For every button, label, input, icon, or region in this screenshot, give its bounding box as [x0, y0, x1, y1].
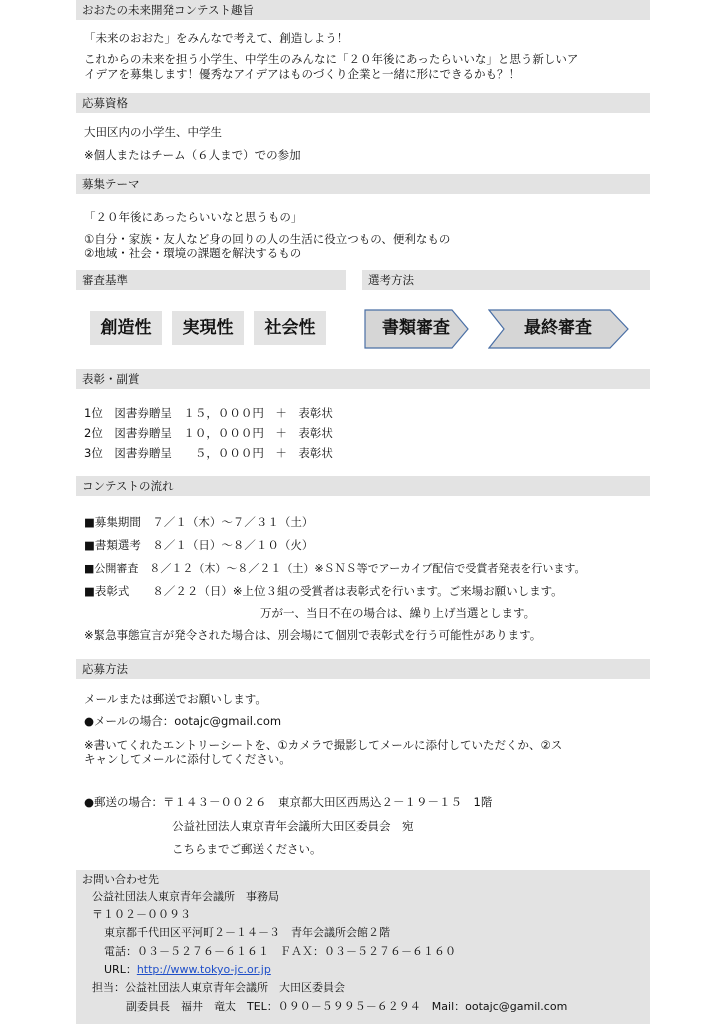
prize-rank: 1位 — [84, 406, 103, 420]
step-final-review-label: 最終審査 — [524, 318, 592, 338]
eligibility-line-2: ※個人またはチーム（６人まで）での参加 — [84, 148, 301, 162]
section-header-selection: 選考方法 — [362, 270, 650, 290]
prize-rank: 3位 — [84, 446, 103, 460]
schedule-line-1: ■募集期間 ７／１（木）～７／３１（土） — [84, 515, 314, 529]
eligibility-line-1: 大田区内の小学生、中学生 — [84, 125, 222, 139]
application-line-5: ●郵送の場合：〒１４３－００２６ 東京都大田区西馬込２－１９－１５ 1階 — [84, 795, 493, 809]
application-line-6: 公益社団法人東京青年会議所大田区委員会 宛 — [172, 819, 414, 833]
contact-line-4: 電話：０３－５２７６－６１６１ ＦＡＸ：０３－５２７６－６１６０ — [104, 945, 456, 958]
contact-url-label: URL： — [104, 963, 137, 976]
theme-line-3: ②地域・社会・環境の課題を解決するもの — [84, 246, 302, 260]
criteria-social: 社会性 — [254, 311, 326, 345]
step-final-review — [488, 309, 628, 347]
criteria-creativity: 創造性 — [90, 311, 162, 345]
contact-url-row — [104, 962, 271, 977]
contact-url-link[interactable]: http://www.tokyo-jc.or.jp — [136, 963, 271, 976]
theme-line-1: 「２０年後にあったらいいなと思うもの」 — [84, 210, 303, 224]
schedule-line-6: ※緊急事態宣言が発令された場合は、別会場にて個別で表彰式を行う可能性があります。 — [84, 628, 542, 642]
step-document-review — [364, 309, 468, 347]
prize-row-3 — [84, 446, 333, 461]
section-header-theme: 募集テーマ — [76, 174, 650, 194]
application-line-4: キャンしてメールに添付してください。 — [84, 752, 291, 766]
prize-row-1 — [84, 406, 333, 421]
purpose-line-2: これからの未来を担う小学生、中学生のみんなに「２０年後にあったらいいな」と思う新しいア — [84, 52, 579, 66]
section-header-eligibility: 応募資格 — [76, 93, 650, 113]
step-document-review-label: 書類審査 — [382, 318, 450, 338]
section-header-criteria: 審査基準 — [76, 270, 346, 290]
contact-line-3: 東京都千代田区平河町２－１４－３ 青年会議所会館２階 — [104, 926, 390, 939]
purpose-line-3: イデアを募集します！優秀なアイデアはものづくり企業と一緒に形にできるかも？！ — [84, 67, 520, 81]
schedule-line-3: ■公開審査 ８／１２（木）～８／２１（土）※ＳＮＳ等でアーカイブ配信で受賞者発表を行います。 — [84, 562, 586, 575]
contact-line-6: 担当：公益社団法人東京青年会議所 大田区委員会 — [92, 981, 345, 994]
application-line-7: こちらまでご郵送ください。 — [172, 842, 322, 856]
schedule-line-5: 万が一、当日不在の場合は、繰り上げ当選とします。 — [260, 606, 536, 620]
contact-line-2: 〒１０２－００９３ — [92, 908, 191, 921]
schedule-line-4: ■表彰式 ８／２２（日）※上位３組の受賞者は表彰式を行います。ご来場お願いします。 — [84, 584, 563, 598]
section-header-awards: 表彰・副賞 — [76, 369, 650, 389]
schedule-line-2: ■書類選考 ８／１（日）～８／１０（火） — [84, 538, 314, 552]
prize-text: 図書券贈呈 １５，０００円 ＋ 表彰状 — [114, 406, 333, 420]
application-line-3: ※書いてくれたエントリーシートを、①カメラで撮影してメールに添付していただくか、②ス — [84, 738, 563, 752]
theme-line-2: ①自分・家族・友人など身の回りの人の生活に役立つもの、便利なもの — [84, 232, 451, 246]
section-header-schedule: コンテストの流れ — [76, 476, 650, 496]
section-header-purpose: おおたの未来開発コンテスト趣旨 — [76, 0, 650, 20]
section-header-application: 応募方法 — [76, 659, 650, 679]
purpose-line-1: 「未来のおおた」をみんなで考えて、創造しよう！ — [84, 31, 349, 45]
contact-line-1: 公益社団法人東京青年会議所 事務局 — [92, 890, 279, 903]
application-line-2: ●メールの場合：ootajc@gmail.com — [84, 714, 282, 728]
prize-text: 図書券贈呈 １０，０００円 ＋ 表彰状 — [114, 426, 333, 440]
contact-title: お問い合わせ先 — [82, 873, 159, 886]
application-line-1: メールまたは郵送でお願いします。 — [84, 692, 267, 706]
prize-row-2 — [84, 426, 333, 441]
prize-rank: 2位 — [84, 426, 103, 440]
criteria-feasibility: 実現性 — [172, 311, 244, 345]
contact-line-7: 副委員長 福井 竜太 TEL：０９０－５９９５－６２９４ Mail：ootajc@gamil.com — [126, 1000, 568, 1013]
prize-text: 図書券贈呈 ５，０００円 ＋ 表彰状 — [114, 446, 333, 460]
